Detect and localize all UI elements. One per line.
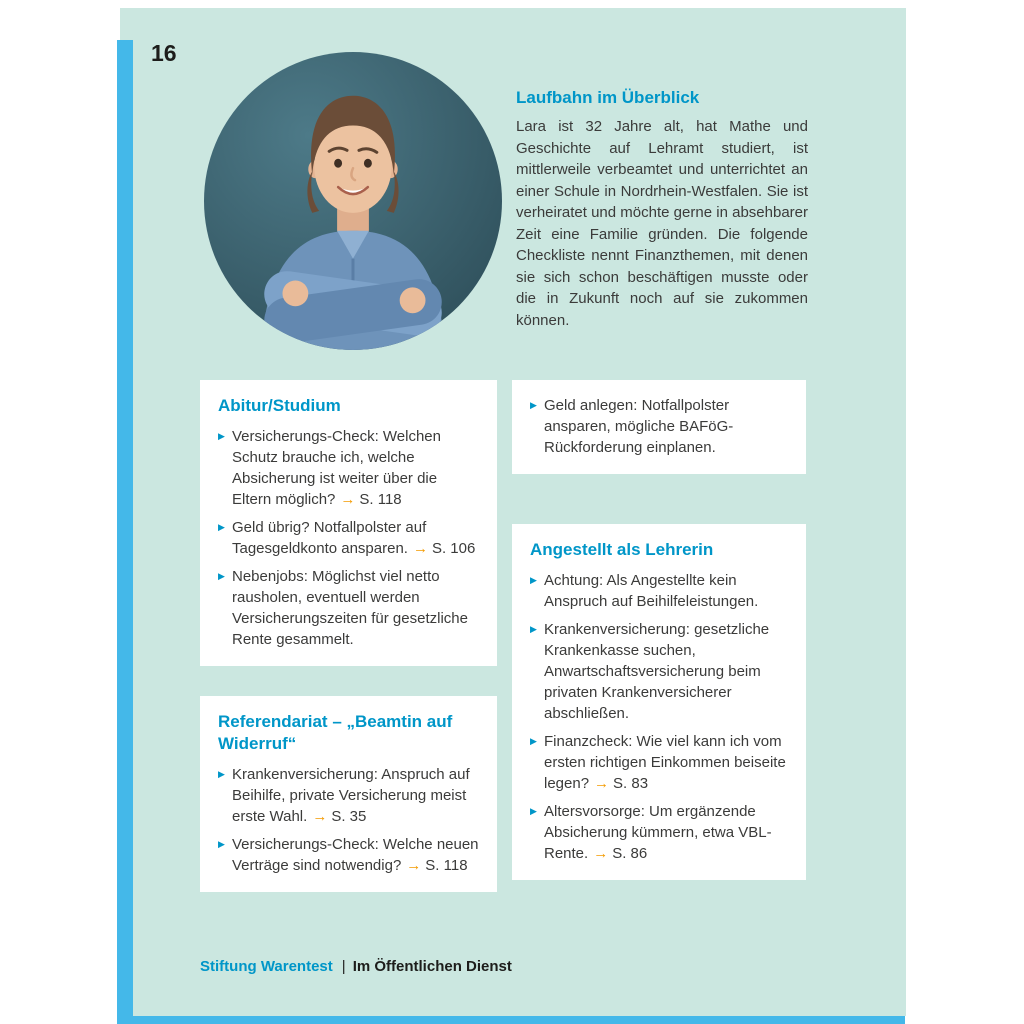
list-item bbox=[530, 570, 788, 612]
checklist bbox=[218, 764, 479, 876]
item-text bbox=[544, 731, 788, 794]
intro-section bbox=[516, 88, 808, 331]
list-item bbox=[218, 517, 479, 559]
list-item bbox=[530, 619, 788, 724]
page-ref-number: S. 86 bbox=[612, 845, 648, 862]
left-accent-stripe bbox=[117, 40, 133, 1017]
intro-body-text: Lara ist 32 Jahre alt, hat Mathe und Geschichte auf Lehramt studiert, ist mittlerweile verbeamtet und unterrichtet an einer Schule in Nordrhein-Westfalen. Sie ist verheiratet und möchte gerne in absehbarer Zeit eine Familie gründen. Die folgende Checkliste nennt Finanzthemen, mit denen sie sich schon beschäftigen musste oder die in Zukunft noch auf sie zukommen können. bbox=[516, 118, 808, 329]
card-geld-anlegen bbox=[512, 380, 806, 474]
card-heading: Angestellt als Lehrerin bbox=[530, 540, 714, 559]
bottom-accent-bar bbox=[117, 1016, 905, 1024]
bullet-icon: ▶ bbox=[218, 571, 225, 581]
item-text bbox=[232, 426, 479, 510]
bullet-icon: ▶ bbox=[530, 624, 537, 634]
item-label: Geld anlegen: Notfallpolster ansparen, mögliche BAFöG-Rückforderung einplanen. bbox=[544, 397, 734, 456]
list-item bbox=[218, 566, 479, 650]
item-label: Geld übrig? Notfallpolster auf Tagesgeldkonto ansparen. bbox=[232, 519, 427, 557]
item-label: Versicherungs-Check: Welche neuen Verträge sind notwendig? bbox=[232, 836, 479, 874]
footer-separator: | bbox=[341, 958, 346, 975]
bullet-icon: ▶ bbox=[530, 575, 537, 585]
page-ref bbox=[406, 857, 467, 874]
checklist bbox=[530, 570, 788, 864]
item-label: Krankenversicherung: gesetzliche Krankenkasse suchen, Anwartschaftsversicherung beim privaten Krankenversicherer abschließen. bbox=[544, 621, 770, 722]
item-text bbox=[232, 566, 479, 650]
card-abitur-studium bbox=[200, 380, 497, 666]
item-text bbox=[232, 517, 479, 559]
page-ref bbox=[593, 845, 647, 862]
list-item bbox=[530, 395, 788, 458]
item-text bbox=[232, 834, 479, 876]
portrait-illustration bbox=[204, 52, 502, 350]
list-item bbox=[218, 426, 479, 510]
footer bbox=[200, 958, 512, 975]
card-heading: Referendariat – „Beamtin auf Widerruf“ bbox=[218, 712, 453, 753]
bullet-icon: ▶ bbox=[218, 431, 225, 441]
card-referendariat bbox=[200, 696, 497, 892]
page-ref-number: S. 35 bbox=[331, 808, 367, 825]
item-label: Nebenjobs: Möglichst viel netto rausholen, eventuell werden Versicherungszeiten für gesetzliche Rente gesammelt. bbox=[232, 568, 468, 648]
arrow-icon: → bbox=[593, 845, 609, 862]
item-label: Finanzcheck: Wie viel kann ich vom ersten richtigen Einkommen beiseite legen? bbox=[544, 733, 786, 792]
checklist bbox=[530, 395, 788, 458]
arrow-icon: → bbox=[594, 775, 610, 792]
footer-brand: Stiftung Warentest bbox=[200, 958, 333, 975]
card-angestellt-als-lehrerin bbox=[512, 524, 806, 880]
card-heading: Abitur/Studium bbox=[218, 396, 341, 415]
page-ref bbox=[594, 775, 648, 792]
arrow-icon: → bbox=[412, 540, 428, 557]
bullet-icon: ▶ bbox=[530, 736, 537, 746]
page-ref-number: S. 106 bbox=[431, 540, 476, 557]
arrow-icon: → bbox=[312, 808, 328, 825]
bullet-icon: ▶ bbox=[218, 769, 225, 779]
checklist bbox=[218, 426, 479, 650]
arrow-icon: → bbox=[406, 857, 422, 874]
list-item bbox=[530, 731, 788, 794]
page-ref-number: S. 83 bbox=[613, 775, 649, 792]
item-text bbox=[232, 764, 479, 827]
bullet-icon: ▶ bbox=[218, 522, 225, 532]
footer-book-title: Im Öffentlichen Dienst bbox=[352, 958, 512, 975]
page-number: 16 bbox=[151, 40, 177, 66]
item-label: Versicherungs-Check: Welchen Schutz brauche ich, welche Absicherung ist weiter über die Eltern möglich? bbox=[232, 428, 441, 508]
portrait-photo bbox=[204, 52, 502, 350]
bullet-icon: ▶ bbox=[530, 400, 537, 410]
list-item bbox=[218, 834, 479, 876]
item-text bbox=[544, 395, 788, 458]
item-label: Altersvorsorge: Um ergänzende Absicherung kümmern, etwa VBL-Rente. bbox=[544, 803, 772, 862]
page-ref-number: S. 118 bbox=[425, 857, 468, 874]
page-ref bbox=[340, 491, 401, 508]
item-text bbox=[544, 570, 788, 612]
item-text bbox=[544, 619, 788, 724]
item-label: Krankenversicherung: Anspruch auf Beihilfe, private Versicherung meist erste Wahl. bbox=[232, 766, 470, 825]
item-text bbox=[544, 801, 788, 864]
list-item bbox=[530, 801, 788, 864]
bullet-icon: ▶ bbox=[530, 806, 537, 816]
page-ref bbox=[413, 540, 475, 557]
page-ref bbox=[312, 808, 366, 825]
arrow-icon: → bbox=[340, 491, 356, 508]
page-ref-number: S. 118 bbox=[359, 491, 402, 508]
intro-heading: Laufbahn im Überblick bbox=[516, 88, 700, 107]
bullet-icon: ▶ bbox=[218, 839, 225, 849]
item-label: Achtung: Als Angestellte kein Anspruch auf Beihilfeleistungen. bbox=[544, 572, 759, 610]
list-item bbox=[218, 764, 479, 827]
